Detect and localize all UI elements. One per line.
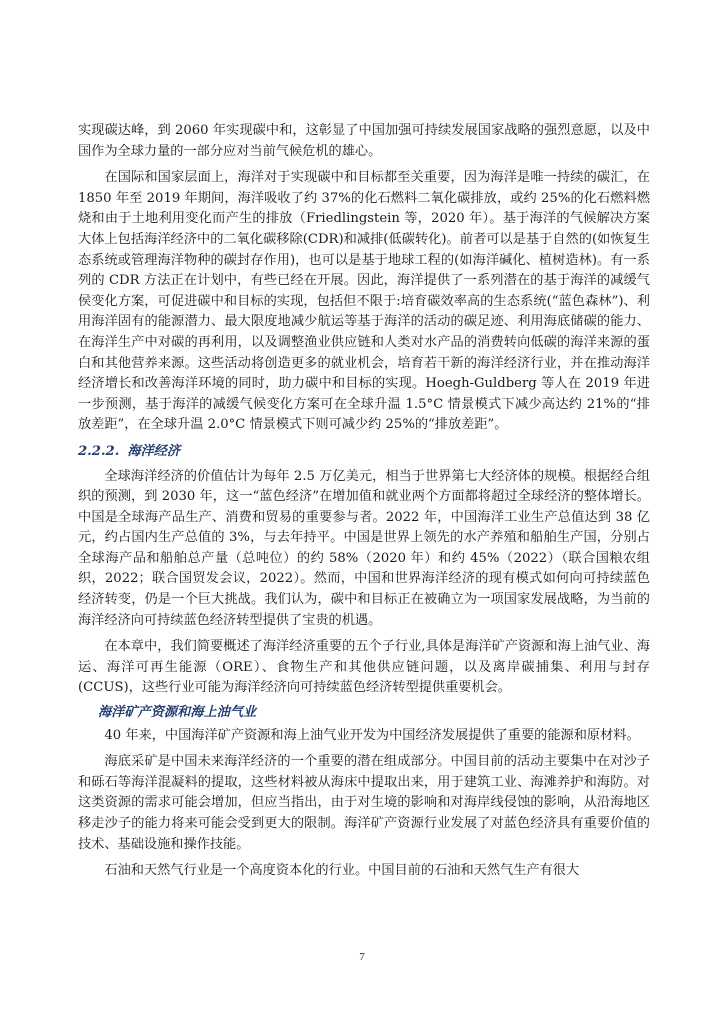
paragraph: 海底采矿是中国未来海洋经济的一个重要的潜在组成部分。中国目前的活动主要集中在对沙子和砾石等海洋混凝料的提取，这些材料被从海床中提取出来，用于建筑工业、海滩养护和海防。对这类资源的需求可能会增加，但应当指出，由于对生境的影响和对海岸线侵蚀的影响，从沿海地区移走沙子的能力将来可能会受到更大的限制。海洋矿产资源行业发展了对蓝色经济具有重要价值的技术、基础设施和操作技能。 [78, 754, 650, 852]
paragraph: 石油和天然气行业是一个高度资本化的行业。中国目前的石油和天然气生产有很大 [104, 863, 580, 879]
section-heading [78, 442, 650, 463]
paragraph: 实现碳达峰，到 2060 年实现碳中和，这彰显了中国加强可持续发展国家战略的强烈意愿，以及中国作为全球力量的一部分应对当前气候危机的雄心。 [78, 123, 650, 159]
page-number: 7 [359, 951, 365, 963]
document-body [78, 121, 650, 882]
subsection-heading: 海洋矿产资源和海上油气业 [98, 705, 257, 721]
paragraph: 40 年来，中国海洋矿产资源和海上油气业开发为中国经济发展提供了重要的能源和原材料。 [104, 727, 640, 743]
paragraph: 在本章中，我们简要概述了海洋经济重要的五个子行业,具体是海洋矿产资源和海上油气业、海运、海洋可再生能源（ORE）、食物生产和其他供应链问题，以及离岸碳捕集、利用与封存(CCUS)，这些行业可能为海洋经济向可持续蓝色经济转型提供重要机会。 [78, 639, 650, 696]
section-title: 海洋经济 [127, 443, 181, 459]
paragraph: 在国际和国家层面上，海洋对于实现碳中和目标都至关重要，因为海洋是唯一持续的碳汇，在 1850 年至 2019 年期间，海洋吸收了约 37%的化石燃料二氧化碳排放，或约 25%的化石燃料燃烧和由于土地利用变化而产生的排放（Friedlingstein 等，2020 年）。基于海洋的气候解决方案大体上包括海洋经济中的二氧化碳移除(CDR)和减排(低碳转化)。前者可以是基于自然的(如恢复生态系统或管理海洋物种的碳封存作用)，也可以是基于地球工程的(如海洋碱化、植树造林)。有一系列的 CDR 方法正在计划中，有些已经在开展。因此，海洋提供了一系列潜在的基于海洋的减缓气侯变化方案，可促进碳中和目标的实现，包括但不限于:培育碳效率高的生态系统(“蓝色森林”)、利用海洋固有的能源潜力、最大限度地减少航运等基于海洋的活动的碳足迹、利用海底储碳的能力、在海洋生产中对碳的再利用，以及调整渔业供应链和人类对水产品的消费转向低碳的海洋来源的蛋白和其他营养来源。这些活动将创造更多的就业机会，培育若干新的海洋经济行业，并在推动海洋经济增长和改善海洋环境的同时，助力碳中和目标的实现。Hoegh-Guldberg 等人在 2019 年进一步预测，基于海洋的减缓气候变化方案可在全球升温 1.5°C 情景模式下减少高达约 21%的“排放差距”，在全球升温 2.0°C 情景模式下则可减少约 25%的“排放差距”。 [78, 170, 650, 433]
paragraph: 全球海洋经济的价值估计为每年 2.5 万亿美元，相当于世界第七大经济体的规模。根据经合组织的预测，到 2030 年，这一“蓝色经济”在增加值和就业两个方面都将超过全球经济的整体增长。中国是全球海产品生产、消费和贸易的重要参与者。2022 年，中国海洋工业生产总值达到 38 亿元，约占国内生产总值的 3%，与去年持平。中国是世界上领先的水产养殖和船舶生产国，分别占全球海产品和船舶总产量（总吨位）的约 58%（2020 年）和约 45%（2022）（联合国粮农组织，2022；联合国贸发会议，2022）。然而，中国和世界海洋经济的现有模式如何向可持续蓝色经济转变，仍是一个巨大挑战。我们认为，碳中和目标正在被确立为一项国家发展战略，为当前的海洋经济向可持续蓝色经济转型提供了宝贵的机遇。 [78, 468, 650, 628]
section-number: 2.2.2. [78, 443, 120, 459]
